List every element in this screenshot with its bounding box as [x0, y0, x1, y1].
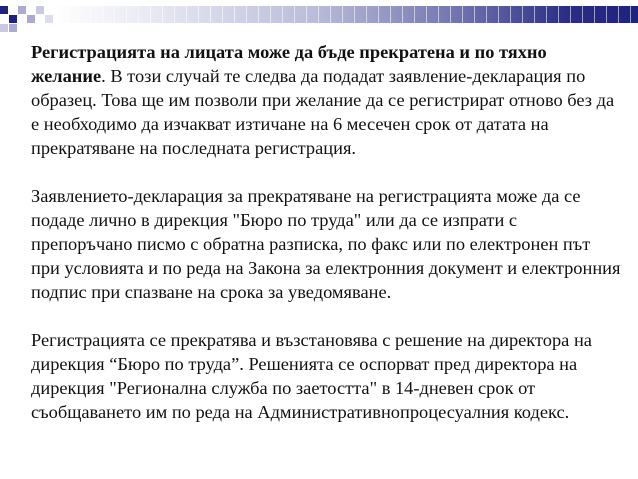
paragraph-1-bold: Регистрацията на лицата може да бъде прекратена и по тяхно желание [31, 42, 547, 86]
document-body [31, 40, 623, 424]
paragraph-1-text: . В този случай те следва да подадат заявление-декларация по образец. Това ще им позволи при желание да се регистрират отново без да е необходимо да изчакват изтичане на 6 месечен срок от датата на прекратяване на последната регистрация. [31, 66, 615, 158]
paragraph-1 [31, 40, 623, 160]
paragraph-3: Регистрацията се прекратява и възстановява с решение на директора на дирекция “Бюро по труда”. Решенията се оспорват пред директора на дирекция "Регионална служба по заетостта" в 14-дневен срок от съобщаването им по реда на Административнопроцесуалния кодекс. [31, 330, 592, 422]
paragraph-2: Заявлението-декларация за прекратяване на регистрацията може да се подаде лично в дирекция "Бюро по труда" или да се изпрати с препоръчано писмо с обратна разписка, по факс или по електронен път при условията и по реда на Закона за електронния документ и електронния подпис при спазване на срока за уведомяване. [31, 186, 621, 302]
checker-pattern [0, 0, 54, 34]
header-decoration [0, 0, 638, 34]
gradient-bar [54, 6, 638, 23]
